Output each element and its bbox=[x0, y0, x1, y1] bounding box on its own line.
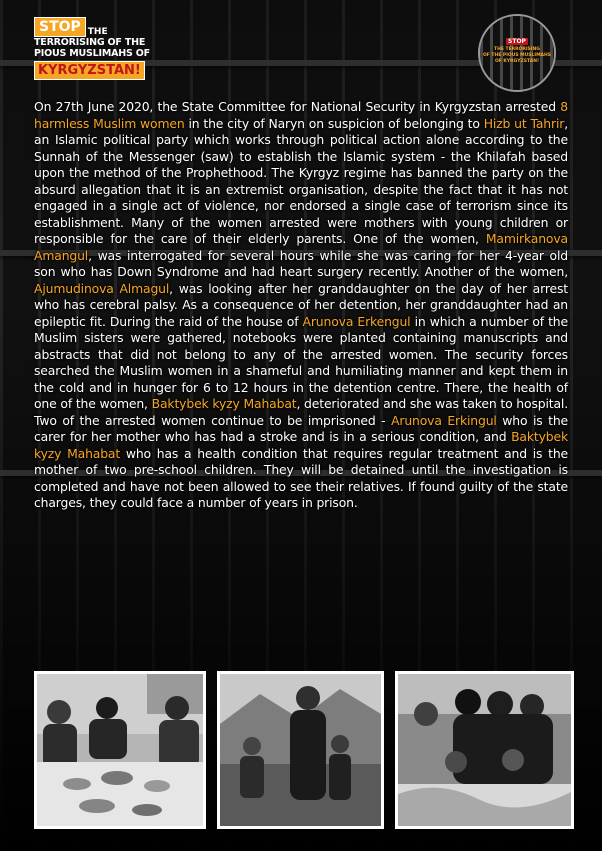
highlight-name: Ajumudinova Almagul bbox=[34, 280, 170, 296]
logo-line-2: OF THE PIOUS MUSLIMAHS bbox=[482, 53, 552, 58]
campaign-logo bbox=[478, 14, 556, 92]
body-segment: , an Islamic political party which works through political action alone according to the Sunnah of the Messenger (saw) to establish the Islamic system - the Khilafah based upon the method of the Prophethood. The Kyrgyz regime has banned the party on the absurd allegation that it is an extremist organisation, despite the fact that it has not engaged in a single act of violence, nor endorsed a single case of terrorism since its establishment. Many of the women arrested were mothers with young children or responsible for the care of their elderly parents. One of the women, bbox=[34, 115, 568, 246]
body-segment: in which a number of the Muslim sisters were gathered, notebooks were planted containing manuscripts and abstracts that did not belong to any of the arrested women. The security forces searched the Muslim women in a shameful and humiliating manner and kept them in the cold and in hunger for 6 to 12 hours in the detention centre. There, the health of one of the women, bbox=[34, 313, 568, 411]
article-body bbox=[34, 99, 568, 512]
title-line-1: TERRORISING OF THE bbox=[34, 37, 146, 48]
photo-women-at-table bbox=[34, 671, 206, 829]
body-segment: who is the carer for her mother who has had a stroke and is in a serious condition, and bbox=[34, 412, 568, 444]
highlight-phrase: 8 harmless Muslim women bbox=[34, 99, 568, 131]
highlight-phrase: Hizb ut Tahrir bbox=[483, 115, 565, 131]
body-segment: in the city of Naryn on suspicion of belonging to bbox=[184, 115, 484, 131]
stop-badge: STOP bbox=[34, 17, 86, 37]
country-badge: KYRGYZSTAN! bbox=[34, 61, 145, 80]
body-segment: , was looking after her granddaughter on the day of her arrest who has cerebral palsy. As a consequence of her detention, her granddaughter had an epileptic fit. During the raid of the house of bbox=[34, 280, 568, 329]
photo-mother-children-outdoors bbox=[217, 671, 384, 829]
logo-line-1: THE TERRORISING bbox=[494, 47, 540, 52]
photo-mother-children-outdoors-image bbox=[220, 674, 381, 826]
logo-text bbox=[480, 28, 554, 65]
title-the: THE bbox=[87, 27, 108, 37]
photo-women-children-group-image bbox=[398, 674, 571, 826]
highlight-name: Arunova Erkingul bbox=[391, 412, 497, 428]
photo-women-children-group bbox=[395, 671, 574, 829]
logo-line-3: OF KYRGYZSTAN! bbox=[494, 59, 540, 64]
body-segment: , was interrogated for several hours while she was caring for her 4-year old son who has Down Syndrome and had heart surgery recently. Another of the women, bbox=[34, 247, 568, 279]
body-segment: On 27th June 2020, the State Committee for National Security in Kyrgyzstan arrested bbox=[34, 99, 561, 114]
photo-women-at-table-image bbox=[37, 674, 203, 826]
title-block bbox=[34, 16, 184, 80]
title-line-2: PIOUS MUSLIMAHS OF bbox=[34, 48, 150, 59]
highlight-name: Arunova Erkengul bbox=[302, 313, 411, 329]
highlight-name: Baktybek kyzy Mahabat bbox=[151, 396, 297, 411]
logo-stop: STOP bbox=[508, 38, 526, 45]
highlight-name: Baktybek kyzy Mahabat bbox=[34, 429, 568, 461]
body-segment: who has a health condition that requires regular treatment and is the mother of two pre-school children. They will be detained until the investigation is completed and have not been allowed to see their relatives. If found guilty of the state charges, they could face a number of years in prison. bbox=[34, 445, 568, 510]
body-segment: , deteriorated and she was taken to hospital. Two of the arrested women continue to be imprisoned - bbox=[34, 396, 568, 428]
highlight-name: Mamirkanova Amangul bbox=[34, 231, 568, 263]
